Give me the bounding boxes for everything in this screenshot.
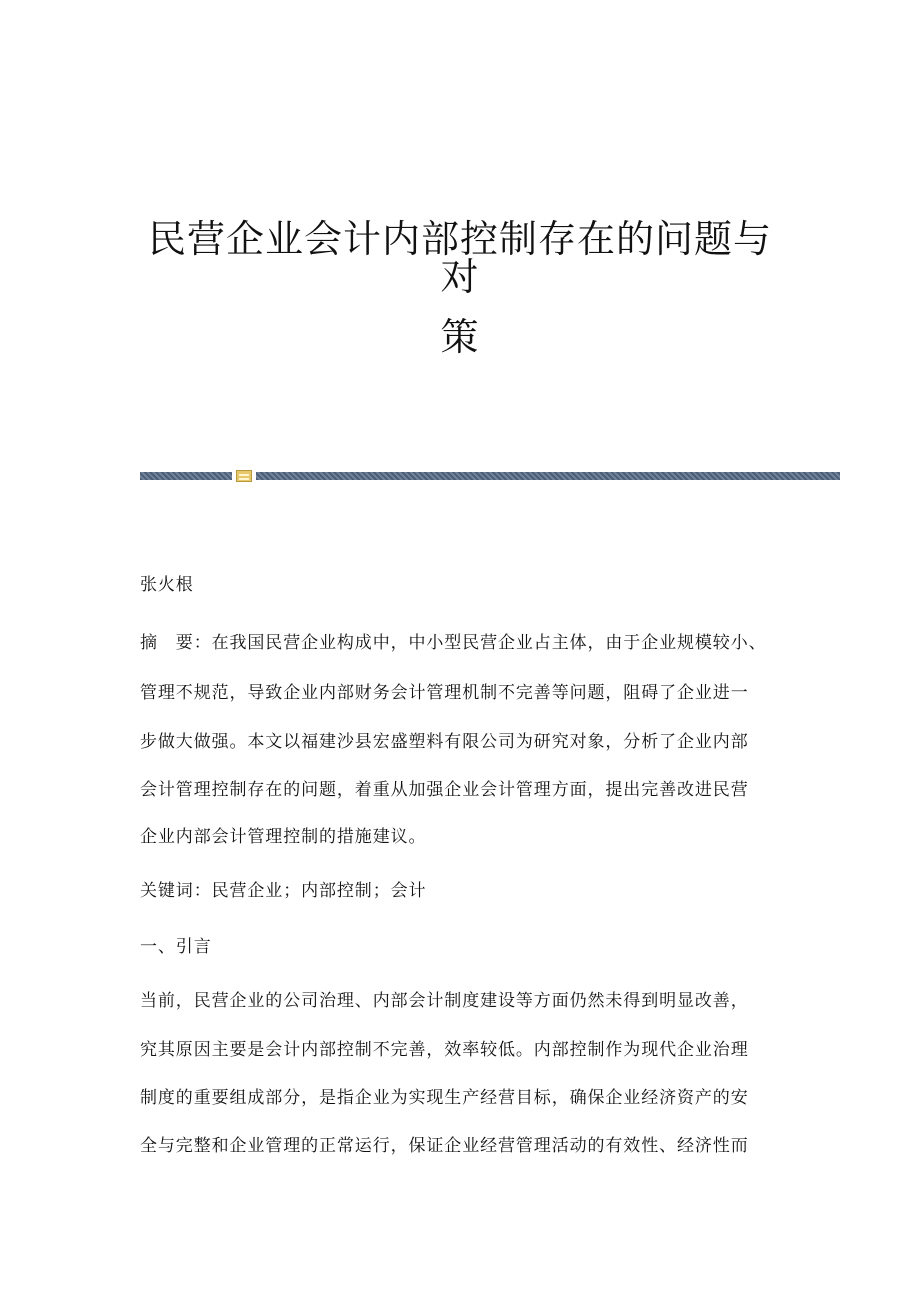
abstract-line: 步做大做强。本文以福建沙县宏盛塑料有限公司为研究对象，分析了企业内部 (140, 732, 749, 752)
body-line: 全与完整和企业管理的正常运行，保证企业经营管理活动的有效性、经济性而 (140, 1136, 749, 1156)
body-line: 当前，民营企业的公司治理、内部会计制度建设等方面仍然未得到明显改善， (140, 991, 749, 1011)
keywords: 关键词：民营企业；内部控制；会计 (140, 881, 427, 901)
envelope-ornament-icon (236, 470, 252, 482)
document-title-line-2: 策 (440, 315, 480, 359)
body-line: 制度的重要组成部分，是指企业为实现生产经营目标，确保企业经济资产的安 (140, 1088, 749, 1108)
section-heading: 一、引言 (140, 937, 212, 957)
abstract-line: 管理不规范，导致企业内部财务会计管理机制不完善等问题，阻碍了企业进一 (140, 683, 749, 703)
body-line: 究其原因主要是会计内部控制不完善，效率较低。内部控制作为现代企业治理 (140, 1040, 749, 1060)
divider-bar-right (256, 472, 840, 480)
document-title-line-1: 民营企业会计内部控制存在的问题与对 (147, 217, 772, 299)
divider-bar-left (140, 472, 232, 480)
decorative-divider (140, 470, 840, 482)
abstract-line: 会计管理控制存在的问题，着重从加强企业会计管理方面，提出完善改进民营 (140, 780, 749, 800)
abstract-line: 摘 要：在我国民营企业构成中，中小型民营企业占主体，由于企业规模较小、 (140, 633, 767, 653)
author-name: 张火根 (140, 575, 194, 595)
abstract-line: 企业内部会计管理控制的措施建议。 (140, 827, 427, 847)
